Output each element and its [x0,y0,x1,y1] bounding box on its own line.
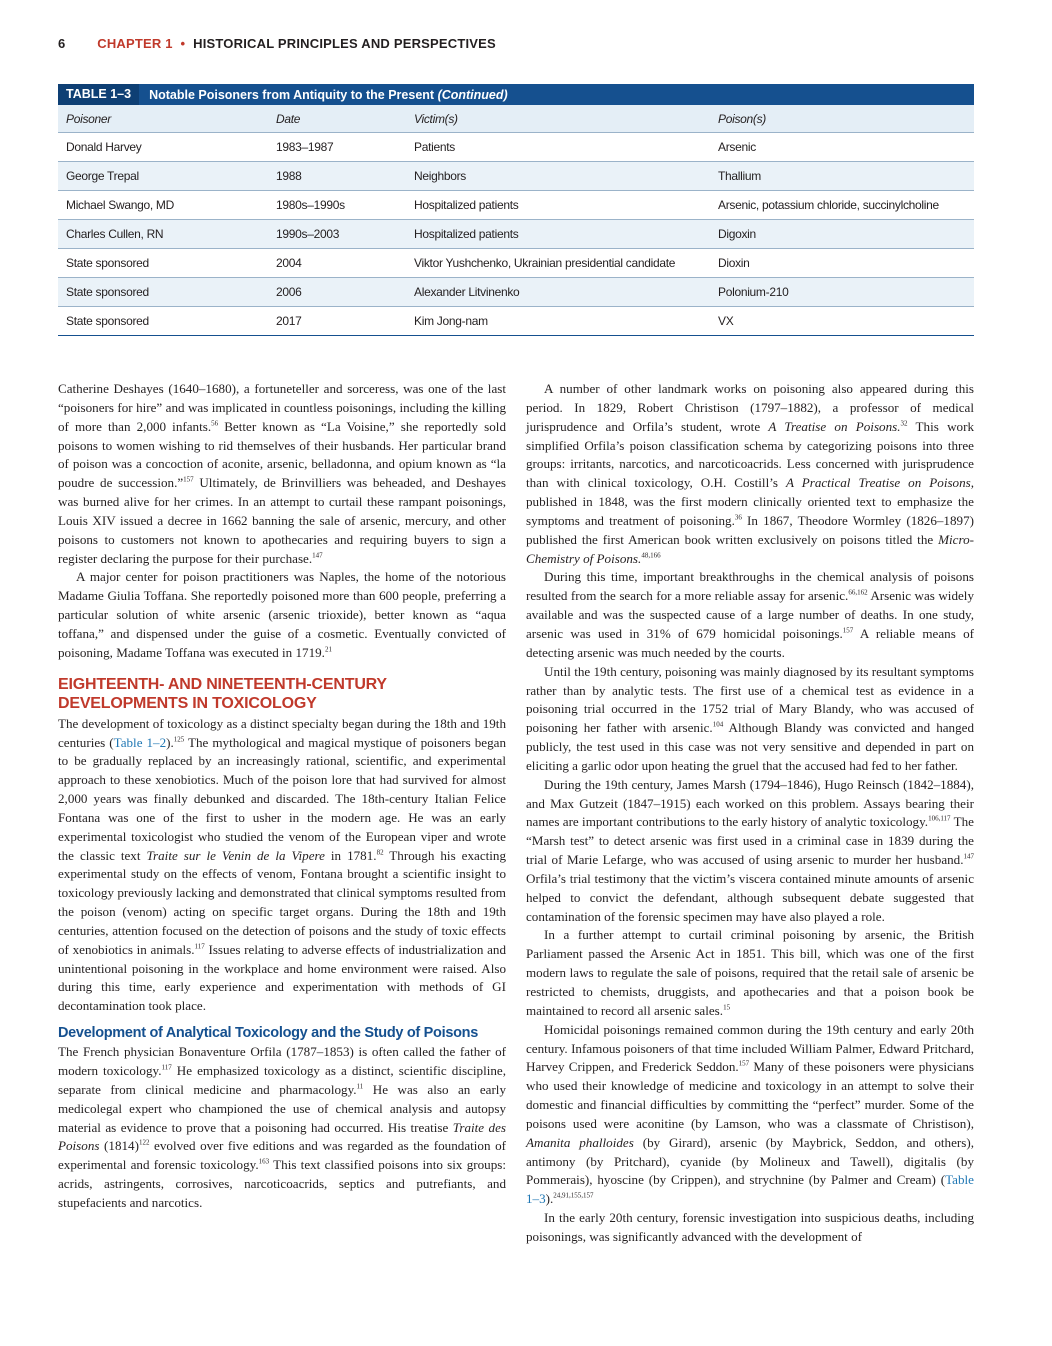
header-bullet: • [180,36,186,51]
cell-poisons: VX [710,307,974,336]
cell-poisons: Digoxin [710,220,974,249]
paragraph: During the 19th century, James Marsh (1794–1846), Hugo Reinsch (1842–1884), and Max Gutzeit (1847–1915) each worked on this problem. Assays bearing their names are important contributions to the early history of analytic toxicology.$^{106,117}$ The “Marsh test” to detect arsenic was first used in a criminal case in 1839 during the trial of Marie Lefarge, who was accused of using arsenic to murder her husband.$^{147}$ Orfila’s trial testimony that the victim’s viscera contained minute amounts of arsenic helped to convict the defendant, although subsequent debate suggested that contamination of the forensic specimen may have also played a role. [526,776,974,924]
table-title-bar [58,84,974,105]
cell-victims: Hospitalized patients [406,191,710,220]
paragraph: A major center for poison practitioners was Naples, the home of the notorious Madame Giulia Toffana. She reportedly poisoned more than 600 people, preferring a particular solution of white arsenic (arsenic trioxide), better known as “aqua toffana,” and dispensed under the guise of a cosmetic. Eventually convicted of poisoning, Madame Toffana was executed in 1719.21 [58,569,506,660]
table-header-row [58,105,974,133]
cell-victims: Viktor Yushchenko, Ukrainian presidential candidate [406,249,710,278]
cell-poisons: Arsenic, potassium chloride, succinylcholine [710,191,974,220]
chapter-label: CHAPTER 1 [97,36,173,51]
table-row [58,307,974,336]
cell-date: 2004 [268,249,406,278]
table-row [58,220,974,249]
table-reference-link[interactable]: Table 1–2 [113,734,167,750]
page-number: 6 [58,36,66,51]
table-number: TABLE 1–3 [58,84,139,105]
cell-poisoner: State sponsored [58,278,268,307]
table-row [58,162,974,191]
cell-poisons: Polonium-210 [710,278,974,307]
paragraph: In the early 20th century, forensic investigation into suspicious deaths, including poisonings, was significantly advanced with the development of [526,1210,974,1244]
cell-poisons: Arsenic [710,133,974,162]
paragraph: A number of other landmark works on poisoning also appeared during this period. In 1829, Robert Christison (1797–1882), a professor of medical jurisprudence and Orfila’s student, wrote A Treatise on Poisons.$^{32}$ This work simplified Orfila’s poison classification schema by categorizing poisons into three groups: irritants, narcotics, and narcoticoacrids. Less concerned with jurisprudence than with clinical toxicology, O.H. Costill’s A Practical Treatise on Poisons, published in 1848, was the first modern clinically oriented text to emphasize the symptoms and treatment of poisoning.$^{36}$ In 1867, Theodore Wormley (1826–1897) published the first American book written exclusively on poisons titled the Micro-Chemistry of Poisons.$^{48,166}$ [526,381,975,566]
cell-poisoner: Michael Swango, MD [58,191,268,220]
subsection-heading: Development of Analytical Toxicology and the Study of Poisons [58,1025,478,1042]
table-row [58,278,974,307]
cell-victims: Hospitalized patients [406,220,710,249]
paragraph: The development of toxicology as a distinct specialty began during the 18th and 19th centuries (Table 1–2).$^{125}$ The mythological and magical mystique of poisoners began to be gradually replaced by an increasingly rational, scientific, and experimental approach to these xenobiotics. Much of the poison lore that had survived for almost 2,000 years was finally debunked and discarded. The 18th-century Italian Felice Fontana was one of the first to usher in the modern age. He was an early experimental toxicologist who studied the venom of the European viper and wrote the classic text Traite sur le Venin de la Vipere in 1781.82 Through his exacting experimental study on the effects of venom, Fontana brought a scientific insight to toxicology previously lacking and demonstrated that clinical symptoms resulted from the poison (venom) acting on specific target organs. During the 18th and 19th centuries, attention focused on the detection of poisons and the study of toxic effects of xenobiotics in animals.$^{117}$ Issues relating to adverse effects of industrialization and unintentional poisoning in the workplace and home environment were raised. Also during this time, early experience and experimentation with methods of GI decontamination took place. [58,715,506,1014]
cell-poisoner: Charles Cullen, RN [58,220,268,249]
cell-date: 1983–1987 [268,133,406,162]
cell-victims: Kim Jong-nam [406,307,710,336]
cell-date: 2017 [268,307,406,336]
cell-date: 1980s–1990s [268,191,406,220]
column-header-victims: Victim(s) [406,105,710,133]
table-title-text: Notable Poisoners from Antiquity to the Present [149,87,435,102]
paragraph: In a further attempt to curtail criminal poisoning by arsenic, the British Parliament passed the Arsenic Act in 1851. This bill, which was one of the first modern laws to regulate the sale of poisons, required that the retail sale of arsenic be restricted to chemists, druggists, and apothecaries and that a poison book be maintained to record all arsenic sales.$^{15}$ [526,927,974,1018]
poisoners-table [58,84,974,336]
cell-poisoner: Donald Harvey [58,133,268,162]
paragraph: Homicidal poisonings remained common during the 19th century and early 20th century. Infamous poisoners of that time included William Palmer, Edward Pritchard, Harvey Crippen, and Frederick Seddon.$^{157}$ Many of these poisoners were physicians who used their knowledge of medicine and toxicology in an attempt to solve their domestic and financial difficulties by committing the “perfect” murder. Some of the poisons used were aconitine (by Lamson, who was a classmate of Christison), Amanita phalloides (by Girard), arsenic (by Maybrick, Seddon, and others), antimony (by Pritchard), cyanide (by Molineux and Tawell), digitalis (by Pommerais), hyoscine (by Crippen), and strychnine (by Palmer and Cream) (Table 1–3).$^{24,91,155,157}$ [526,1021,975,1207]
table-reference-link[interactable]: Table 1–3 [526,1172,974,1207]
cell-poisoner: George Trepal [58,162,268,191]
cell-date: 2006 [268,278,406,307]
cell-date: 1988 [268,162,406,191]
paragraph: During this time, important breakthroughs in the chemical analysis of poisons resulted from the search for a more reliable assay for arsenic.$^{66,162}$ Arsenic was widely available and was the suspected cause of a large number of deaths. In one study, arsenic was used in 31% of 679 homicidal poisonings.$^{157}$ A reliable means of detecting arsenic was much needed by the courts. [526,569,974,660]
paragraph: Until the 19th century, poisoning was mainly diagnosed by its resultant symptoms rather than by analytic tests. The first use of a chemical test as evidence in a poisoning trial occurred in the 1752 trial of Mary Blandy, who was accused of poisoning her father with arsenic.$^{104}$ Although Blandy was convicted and hanged publicly, the test used in this case was not very sensitive and depended in part on eliciting a garlic odor upon heating the gruel that the accused had fed to her father. [526,663,975,773]
paragraph: Catherine Deshayes (1640–1680), a fortuneteller and sorceress, was one of the last “poisoners for hire” and was implicated in countless poisonings, including the killing of more than 2,000 infants.$^{56}$ Better known as “La Voisine,” she reportedly sold poisons to women wishing to rid themselves of their husbands. Her particular brand of poison was a concoction of aconite, arsenic, belladonna, and opium known as “la poudre de succession.”$^{157}$ Ultimately, de Brinvilliers was beheaded, and Deshayes was burned alive for her crimes. In an attempt to curtail these rampant poisonings, Louis XIV issued a decree in 1662 banning the sale of arsenic, mercury, and other poisons to customers not known to apothecaries and requiring buyers to sign a register declaring the purpose for their purchase.$^{147}$ [58,381,506,566]
cell-victims: Neighbors [406,162,710,191]
table-row [58,133,974,162]
right-column [526,380,974,1247]
running-head [58,36,496,51]
cell-victims: Alexander Litvinenko [406,278,710,307]
table-row [58,249,974,278]
table-row [58,191,974,220]
paragraph: The French physician Bonaventure Orfila (1787–1853) is often called the father of modern toxicology.$^{117}$ He emphasized toxicology as a distinct, scientific discipline, separate from clinical medicine and pharmacology.$^{11}$ He was also an early medicolegal expert who championed the use of chemical analysis and autopsy material as evidence to prove that a poisoning had occurred. His treatise Traite des Poisons $(1814)^{122}$ evolved over five editions and was regarded as the foundation of experimental and forensic toxicology.$^{163}$ This text classified poisons into six groups: acrids, astringents, corrosives, narcoticoacrids, septics and putrefiants, and stupefacients and narcotics. [58,1044,506,1210]
table-grid [58,105,974,336]
column-header-poisoner: Poisoner [58,105,268,133]
column-header-date: Date [268,105,406,133]
cell-poisoner: State sponsored [58,307,268,336]
table-continued: (Continued) [437,87,508,102]
section-heading: EIGHTEENTH- AND NINETEENTH-CENTURY DEVELOPMENTS IN TOXICOLOGY [58,675,387,712]
cell-date: 1990s–2003 [268,220,406,249]
cell-poisoner: State sponsored [58,249,268,278]
cell-poisons: Dioxin [710,249,974,278]
cell-poisons: Thallium [710,162,974,191]
left-column [58,380,506,1213]
column-header-poisons: Poison(s) [710,105,974,133]
section-title: HISTORICAL PRINCIPLES AND PERSPECTIVES [193,36,496,51]
cell-victims: Patients [406,133,710,162]
table-title [139,88,508,102]
